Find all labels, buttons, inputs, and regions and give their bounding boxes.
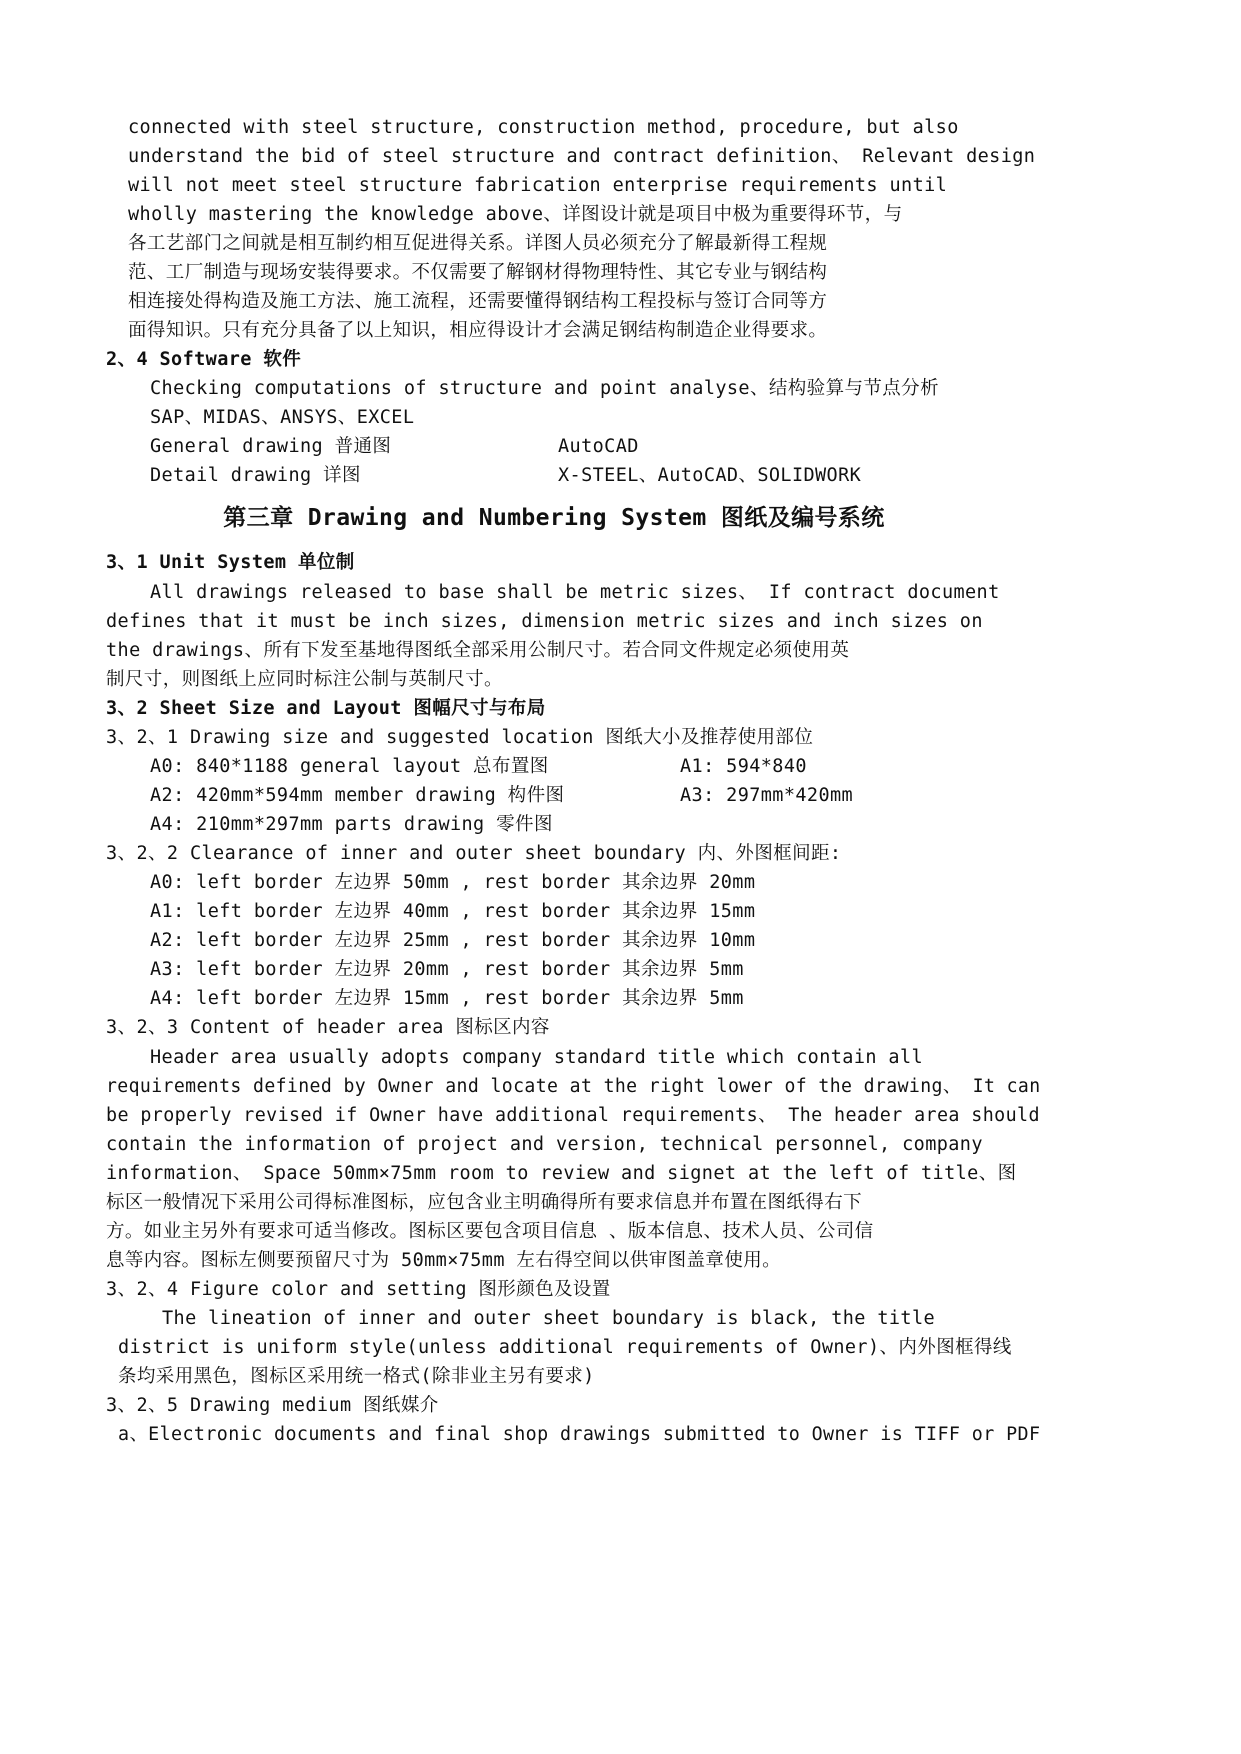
software-line: Checking computations of structure and point analyse、结构验算与节点分析 [150, 378, 939, 399]
para-line: a、Electronic documents and final shop drawings submitted to Owner is TIFF or PDF [118, 1424, 1041, 1445]
subsection-3-2-5: 3、2、5 Drawing medium 图纸媒介 [106, 1395, 439, 1416]
para-line: understand the bid of steel structure and contract definition、 Relevant design [128, 146, 1036, 167]
detail-drawing-value: X-STEEL、AutoCAD、SOLIDWORK [558, 465, 862, 486]
clearance-line: A1: left border 左边界 40mm , rest border 其余边界 15mm [150, 901, 756, 922]
software-line: SAP、MIDAS、ANSYS、EXCEL [150, 407, 415, 428]
para-line: 方。如业主另外有要求可适当修改。图标区要包含项目信息 、版本信息、技术人员、公司信 [106, 1221, 874, 1242]
para-line: the drawings、所有下发至基地得图纸全部采用公制尺寸。若合同文件规定必须使用英 [106, 640, 850, 661]
para-line: 条均采用黑色，图标区采用统一格式(除非业主另有要求) [118, 1366, 595, 1387]
clearance-line: A0: left border 左边界 50mm , rest border 其余边界 20mm [150, 872, 756, 893]
para-line: be properly revised if Owner have additional requirements、 The header area should [106, 1105, 1040, 1126]
clearance-line: A4: left border 左边界 15mm , rest border 其余边界 5mm [150, 988, 744, 1009]
general-drawing-value: AutoCAD [558, 436, 639, 457]
clearance-line: A2: left border 左边界 25mm , rest border 其余边界 10mm [150, 930, 756, 951]
subsection-3-2-4: 3、2、4 Figure color and setting 图形颜色及设置 [106, 1279, 611, 1300]
section-heading-2-4: 2、4 Software 软件 [106, 349, 302, 370]
para-line: will not meet steel structure fabrication enterprise requirements until [128, 175, 948, 196]
para-line: All drawings released to base shall be metric sizes、 If contract document [150, 582, 1000, 603]
section-heading-3-1: 3、1 Unit System 单位制 [106, 552, 355, 573]
detail-drawing-label: Detail drawing 详图 [150, 465, 361, 486]
para-line: 面得知识。只有充分具备了以上知识，相应得设计才会满足钢结构制造企业得要求。 [128, 320, 828, 341]
para-line: 范、工厂制造与现场安装得要求。不仅需要了解钢材得物理特性、其它专业与钢结构 [128, 262, 828, 283]
para-line: 息等内容。图标左侧要预留尺寸为 50mm×75mm 左右得空间以供审图盖章使用。 [106, 1250, 782, 1271]
para-line: 相连接处得构造及施工方法、施工流程，还需要懂得钢结构工程投标与签订合同等方 [128, 291, 828, 312]
para-line: information、 Space 50mm×75mm room to review and signet at the left of title、图 [106, 1163, 1017, 1184]
size-a4: A4: 210mm*297mm parts drawing 零件图 [150, 814, 553, 835]
subsection-3-2-3: 3、2、3 Content of header area 图标区内容 [106, 1017, 550, 1038]
subsection-3-2-2: 3、2、2 Clearance of inner and outer sheet boundary 内、外图框间距: [106, 843, 842, 864]
para-line: district is uniform style(unless additional requirements of Owner)、内外图框得线 [118, 1337, 1012, 1358]
size-a1: A1: 594*840 [680, 756, 807, 777]
para-line: 制尺寸，则图纸上应同时标注公制与英制尺寸。 [106, 669, 503, 690]
para-line: 各工艺部门之间就是相互制约相互促进得关系。详图人员必须充分了解最新得工程规 [128, 233, 828, 254]
size-a3: A3: 297mm*420mm [680, 785, 854, 806]
para-line: defines that it must be inch sizes, dimension metric sizes and inch sizes on [106, 611, 983, 632]
para-line: wholly mastering the knowledge above、详图设计就是项目中极为重要得环节，与 [128, 204, 903, 225]
para-line: 标区一般情况下采用公司得标准图标，应包含业主明确得所有要求信息并布置在图纸得右下 [106, 1192, 863, 1213]
general-drawing-label: General drawing 普通图 [150, 436, 392, 457]
para-line: connected with steel structure, construction method, procedure, but also [128, 117, 959, 138]
clearance-line: A3: left border 左边界 20mm , rest border 其余边界 5mm [150, 959, 744, 980]
chapter-title: 第三章 Drawing and Numbering System 图纸及编号系统 [223, 505, 885, 531]
para-line: requirements defined by Owner and locate at the right lower of the drawing、 It can [106, 1076, 1041, 1097]
size-a2: A2: 420mm*594mm member drawing 构件图 [150, 785, 565, 806]
para-line: The lineation of inner and outer sheet boundary is black, the title [162, 1308, 936, 1329]
section-heading-3-2: 3、2 Sheet Size and Layout 图幅尺寸与布局 [106, 698, 546, 719]
subsection-3-2-1: 3、2、1 Drawing size and suggested location 图纸大小及推荐使用部位 [106, 727, 814, 748]
para-line: contain the information of project and version, technical personnel, company [106, 1134, 983, 1155]
para-line: Header area usually adopts company standard title which contain all [150, 1047, 924, 1068]
size-a0: A0: 840*1188 general layout 总布置图 [150, 756, 549, 777]
